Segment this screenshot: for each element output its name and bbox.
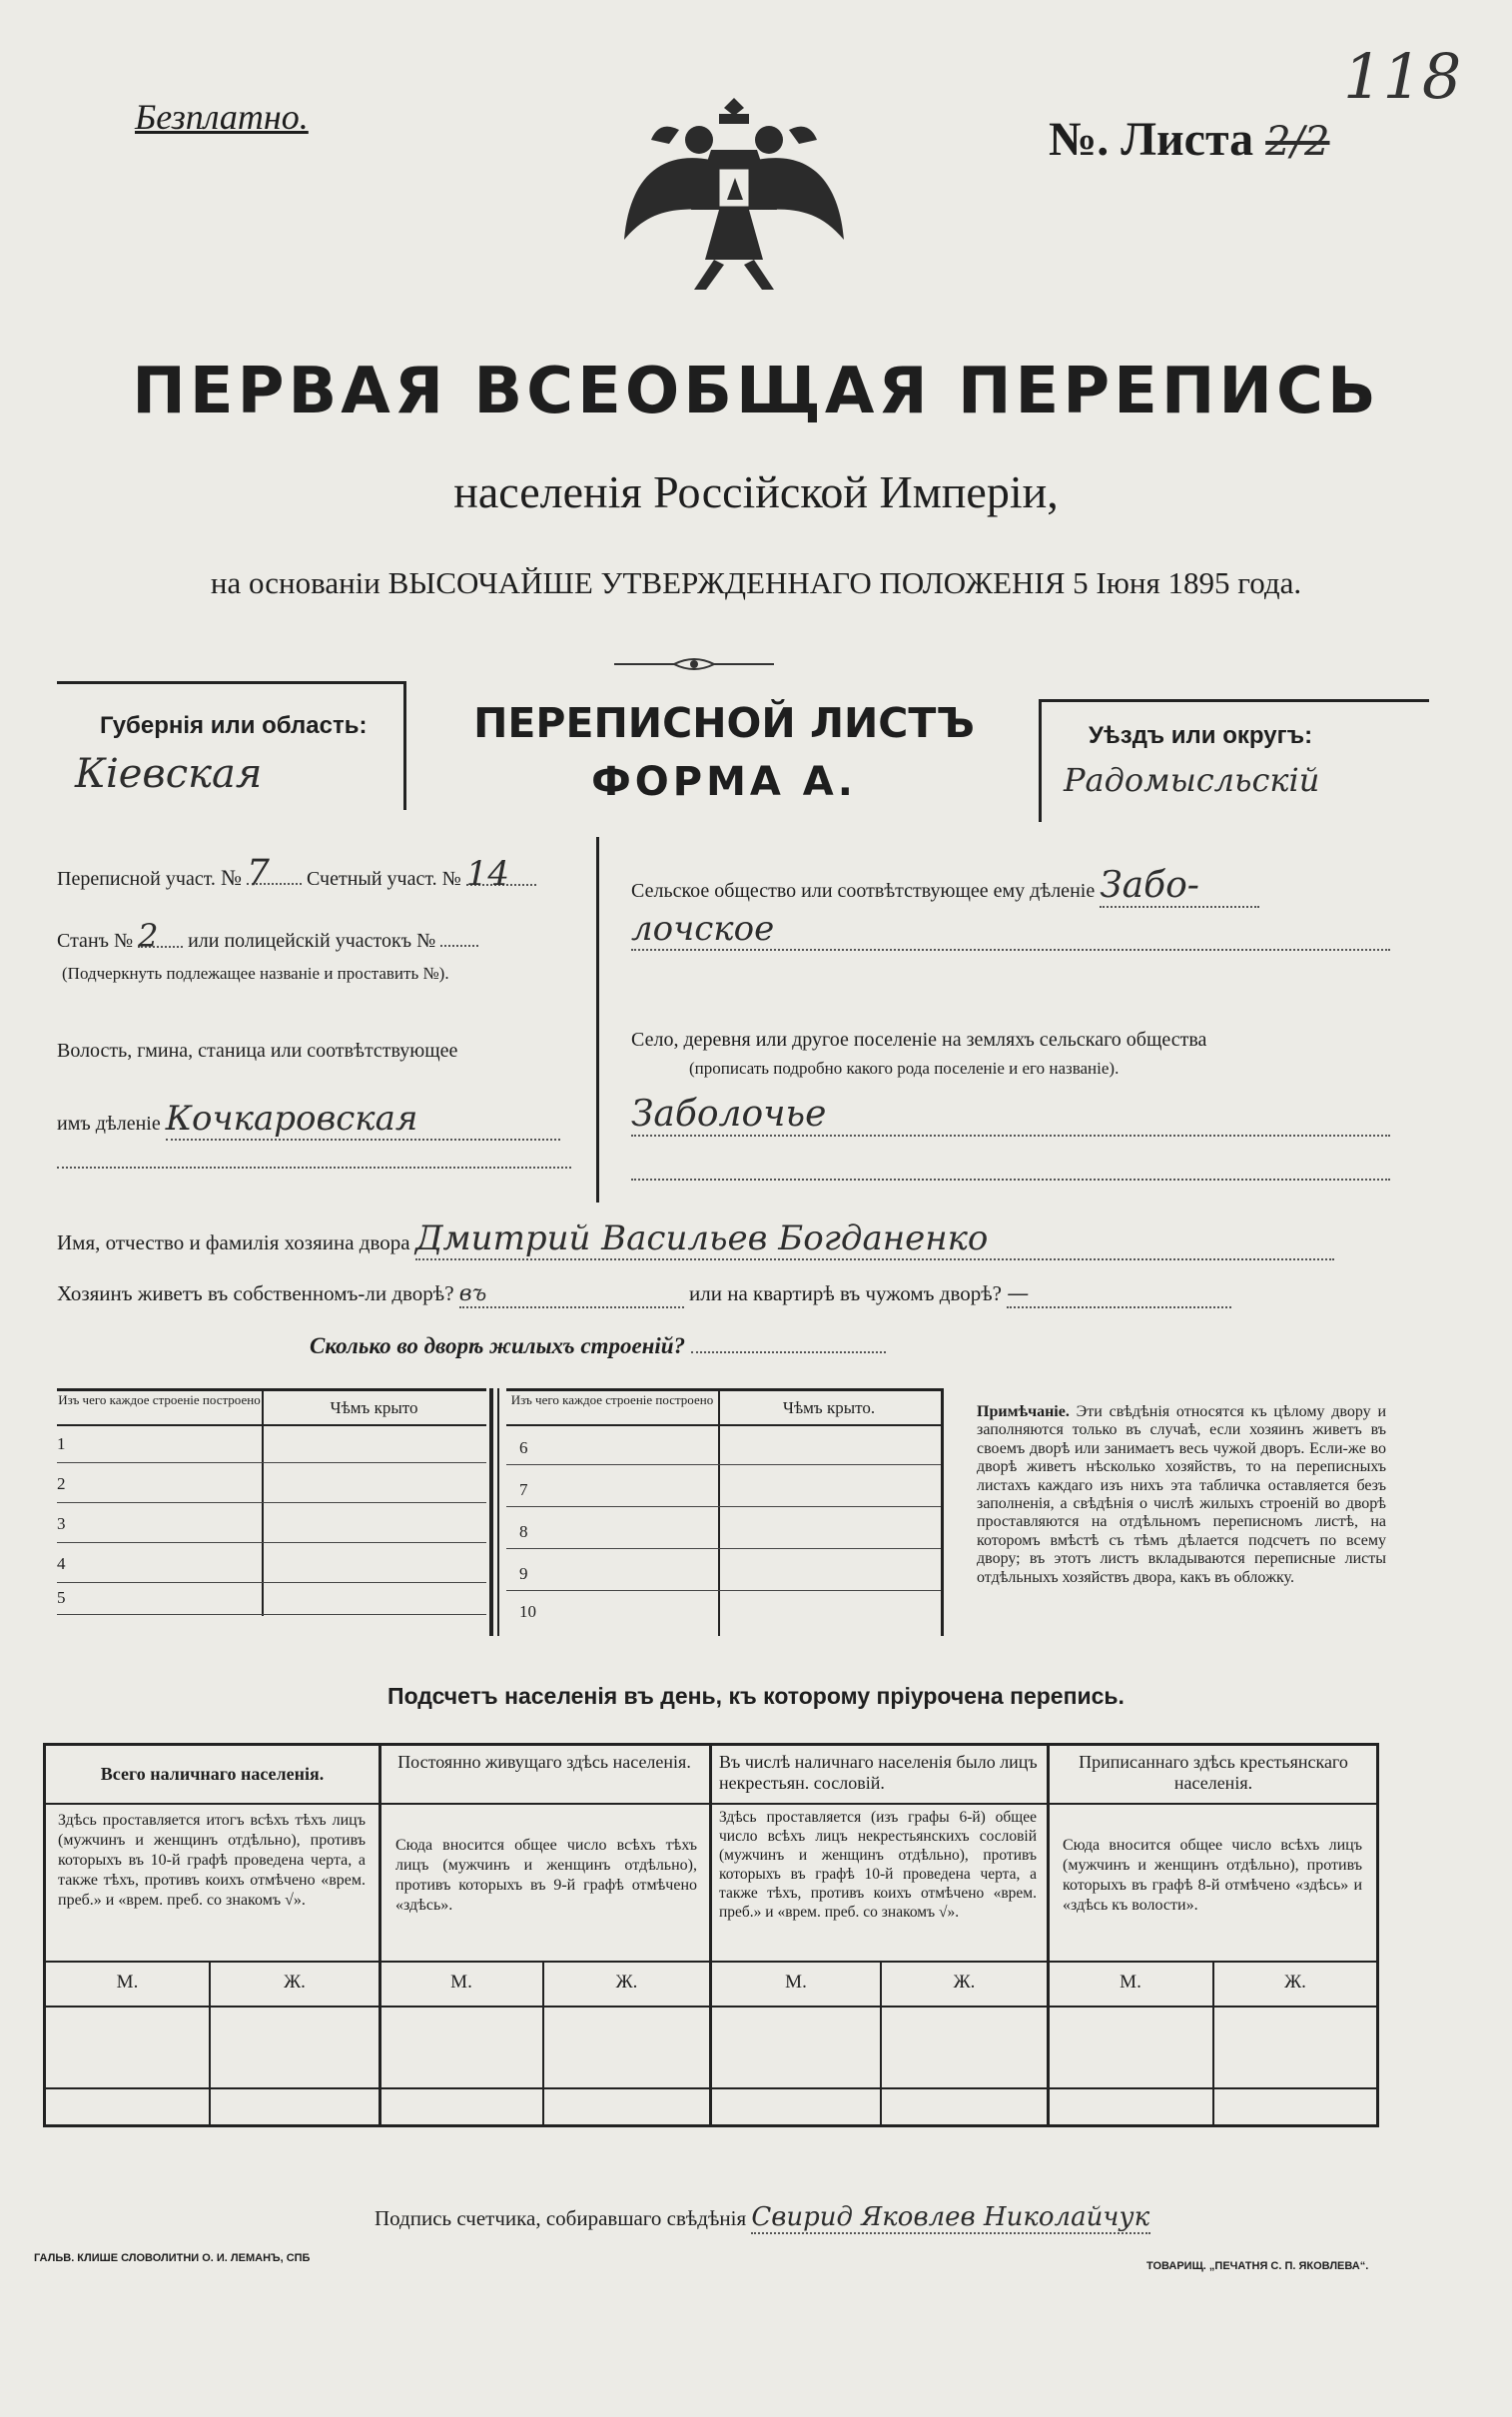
own-yard-label: Хозяинъ живетъ въ собственномъ-ли дворѣ?	[57, 1281, 454, 1305]
count-section-value: 14	[466, 865, 536, 886]
roof-header-left: Чѣмъ крыто	[330, 1398, 418, 1417]
row-number: 8	[519, 1522, 528, 1541]
row-number: 5	[57, 1588, 66, 1607]
pop-col-1-head: Всего наличнаго населенія.	[100, 1764, 325, 1784]
note-block	[977, 1403, 1386, 1587]
owner-name-line	[57, 1218, 1334, 1260]
own-yard-value: въ	[459, 1281, 684, 1308]
count-section-no: №	[441, 868, 461, 890]
census-section-line: Переписной участ. № 7 Счетный участ. № 14	[57, 864, 536, 889]
volost-blank-line	[57, 1167, 571, 1169]
male-label: М.	[450, 1972, 472, 1993]
apartment-label: или на квартирѣ въ чужомъ дворѣ?	[689, 1281, 1002, 1305]
row-number: 3	[57, 1514, 66, 1533]
page-title: ПЕРВАЯ ВСЕОБЩАЯ ПЕРЕПИСЬ	[132, 355, 1380, 428]
sheet-number	[1049, 112, 1330, 167]
material-header-left: Изъ чего каждое строеніе построено	[58, 1392, 261, 1407]
material-header-right: Изъ чего каждое строеніе построено	[510, 1392, 714, 1407]
society-line	[631, 865, 1259, 908]
own-yard-line	[57, 1281, 1231, 1308]
uezd-value: Радомысльскій	[1064, 761, 1320, 799]
row-number: 6	[519, 1438, 528, 1457]
buildings-question-line	[310, 1333, 886, 1359]
ornament-divider	[614, 654, 774, 674]
roof-header-right: Чѣмъ крыто.	[782, 1398, 876, 1417]
population-table	[43, 1743, 1379, 2127]
archive-number: 118	[1343, 40, 1462, 113]
double-headed-eagle-emblem	[619, 90, 849, 320]
buildings-question: Сколько во дворѣ жилыхъ строеній?	[310, 1333, 686, 1358]
page-subtitle: населенія Россійской Имперіи,	[453, 466, 1059, 517]
stan-line	[57, 917, 478, 955]
village-label: Село, деревня или другое поселеніе на земляхъ сельскаго общества	[631, 1029, 1207, 1051]
apartment-value: —	[1007, 1281, 1231, 1308]
female-label: Ж.	[284, 1972, 306, 1993]
row-number: 2	[57, 1474, 66, 1493]
village-blank-line	[631, 1179, 1390, 1181]
population-heading: Подсчетъ населенія въ день, къ которому пріурочена перепись.	[387, 1683, 1125, 1709]
row-number: 4	[57, 1554, 66, 1573]
fields-divider	[596, 837, 599, 1203]
pop-col-3-head: Въ числѣ наличнаго населенія было лицъ некрестьян. сословій.	[719, 1752, 1038, 1793]
pop-col-4-head: Приписаннаго здѣсь крестьянскаго населенія.	[1079, 1752, 1348, 1793]
village-value: Заболочье	[631, 1094, 1390, 1137]
society-value-1: Забо-	[1100, 865, 1259, 908]
society-value-2: лочское	[631, 909, 1390, 951]
volost-line	[57, 1099, 560, 1141]
note-title: Примѣчаніе.	[977, 1403, 1070, 1420]
buildings-table-left	[57, 1388, 486, 1618]
society-label: Сельское общество или соотвѣтствующее ему дѣленіе	[631, 880, 1096, 902]
pop-col-4-text: Сюда вносится общее число всѣхъ лицъ (мужчинъ и женщинъ отдѣльно), противъ которыхъ въ графѣ 8-й отмѣчено «здѣсь» и «здѣсь къ волости».	[1063, 1837, 1362, 1914]
row-number: 1	[57, 1434, 66, 1453]
signature-value: Свирид Яковлев Николайчук	[751, 2202, 1150, 2232]
buildings-table-divider	[489, 1388, 493, 1636]
volost-value: Кочкаровская	[166, 1099, 560, 1141]
row-number: 10	[519, 1602, 536, 1621]
gubernia-label: Губернія или область:	[100, 712, 368, 739]
imprint-right: ТОВАРИЩ. „ПЕЧАТНЯ С. П. ЯКОВЛЕВА“.	[1146, 2260, 1369, 2272]
form-title: ПЕРЕПИСНОЙ ЛИСТЪ	[473, 699, 975, 747]
legal-basis: на основаніи ВЫСОЧАЙШЕ УТВЕРЖДЕННАГО ПОЛОЖЕНІЯ 5 Іюня 1895 года.	[210, 565, 1302, 600]
gubernia-value: Кіевская	[75, 751, 263, 797]
imprint-left: ГАЛЬВ. КЛИШЕ СЛОВОЛИТНИ О. И. ЛЕМАНЪ, СПБ	[34, 2252, 311, 2264]
pop-col-2-head: Постоянно живущаго здѣсь населенія.	[397, 1752, 691, 1772]
sheet-number-value: 2/2	[1265, 119, 1330, 165]
female-label: Ж.	[615, 1972, 638, 1993]
census-section-value: 7	[247, 864, 302, 885]
village-note: (прописать подробно какого рода поселеніе и его названіе).	[689, 1059, 1120, 1078]
signature-line	[375, 2202, 1150, 2234]
count-section-label: Счетный участ.	[306, 868, 437, 890]
underline-note: (Подчеркнуть подлежащее названіе и проставить №).	[62, 964, 449, 983]
sheet-number-label: №. Листа	[1049, 113, 1254, 166]
stan-no: №	[113, 930, 134, 952]
male-label: М.	[116, 1972, 139, 1993]
pop-col-2-text: Сюда вносится общее число всѣхъ тѣхъ лицъ (мужчинъ и женщинъ отдѣльно), противъ которыхъ въ 9-й графѣ отмѣчено «здѣсь».	[395, 1837, 697, 1914]
signature-label: Подпись счетчика, собиравшаго свѣдѣнія	[375, 2206, 747, 2230]
row-number: 7	[519, 1480, 528, 1499]
owner-name-value: Дмитрий Васильев Богданенко	[415, 1218, 1334, 1260]
note-text: Эти свѣдѣнія относятся къ цѣлому двору и заполняются только въ случаѣ, если хозяинъ живетъ въ своемъ дворѣ или занимаетъ весь чужой дворъ. Если-же во дворѣ живетъ нѣсколько хозяйствъ, то на переписныхъ листахъ каждаго изъ нихъ эта табличка оставляется безъ заполненія, а свѣдѣнія о числѣ жилыхъ строеній во дворѣ проставляются на отдѣльномъ переписномъ листѣ, на которомъ вмѣстѣ съ тѣмъ дѣлается подсчетъ по всему двору; въ этотъ листъ вкладываются переписные листы отдѣльныхъ хозяйствъ двора, какъ въ обложку.	[977, 1403, 1387, 1586]
row-number: 9	[519, 1564, 528, 1583]
female-label: Ж.	[953, 1972, 976, 1993]
stan-label: Станъ	[57, 930, 109, 952]
volost-label-2: имъ дѣленіе	[57, 1113, 161, 1135]
buildings-table-right	[506, 1388, 944, 1636]
free-label: Безплатно.	[135, 97, 309, 137]
pop-col-3-text: Здѣсь проставляется (изъ графы 6-й) общее число всѣхъ лицъ некрестьянскихъ сословій (мужчинъ и женщинъ отдѣльно), противъ которыхъ въ графѣ 10-й проведена черта, а также тѣхъ, противъ коихъ отмѣчено «врем. преб.» и «врем. преб. со знакомъ √».	[719, 1809, 1037, 1921]
form-subtitle: ФОРМА А.	[591, 759, 857, 805]
uezd-label: Уѣздъ или округъ:	[1089, 722, 1313, 749]
pop-col-1-text: Здѣсь проставляется итогъ всѣхъ тѣхъ лицъ (мужчинъ и женщинъ отдѣльно), противъ которыхъ въ 10-й графѣ проведена черта, а также тѣхъ, противъ коихъ отмѣчено «врем. преб.» и «врем. преб. со знакомъ √».	[58, 1812, 366, 1909]
female-label: Ж.	[1284, 1972, 1306, 1993]
owner-name-label: Имя, отчество и фамилія хозяина двора	[57, 1230, 410, 1254]
census-section-label: Переписной участ.	[57, 868, 216, 890]
male-label: М.	[785, 1972, 807, 1993]
police-section-label: или полицейскій участокъ №	[188, 930, 436, 952]
stan-value: 2	[138, 927, 183, 948]
volost-label: Волость, гмина, станица или соотвѣтствующее	[57, 1040, 458, 1062]
male-label: М.	[1120, 1972, 1141, 1993]
